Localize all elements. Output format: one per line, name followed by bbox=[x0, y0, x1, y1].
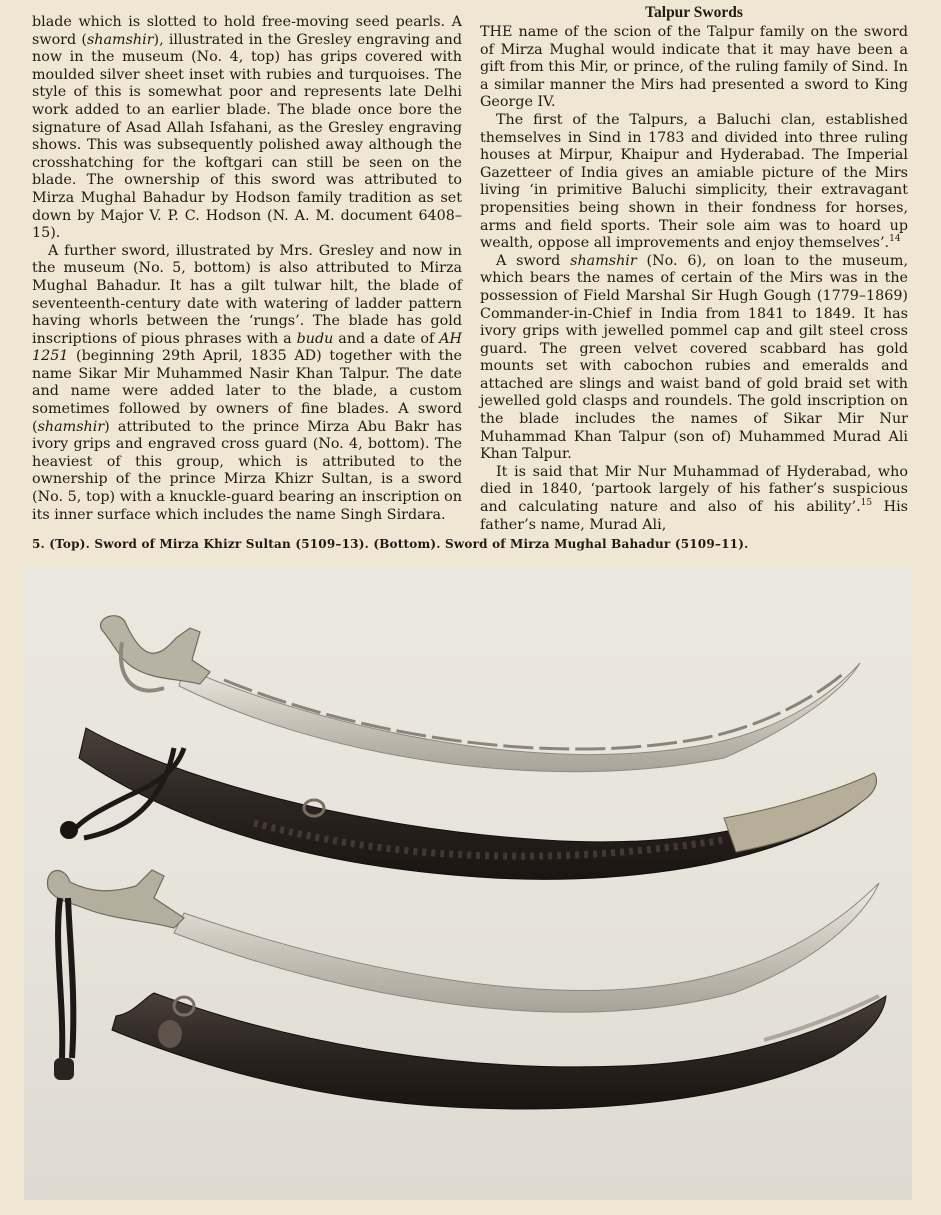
scabbard-2-body bbox=[112, 993, 886, 1109]
sword-1-top bbox=[100, 616, 860, 772]
sword-2-blade bbox=[174, 883, 879, 1012]
right-paragraph-2: The first of the Talpurs, a Baluchi clan, established themselves in Sind in 1783 and divided into three ruling houses at Mirpur, Khaipur and Hyderabad. The Imperial Gazetteer of India gives an amiable picture of the Mirs living ‘in primitive Baluchi simplicity, their extravagant propensities being shown in their fondness for horses, arms and field sports. Their sole aim was to hoard up wealth, oppose all improvements and enjoy themselves’.$^{14}$ bbox=[480, 111, 908, 252]
scabbard-2 bbox=[112, 993, 886, 1109]
swords-illustration bbox=[24, 568, 912, 1200]
left-text-column bbox=[32, 14, 462, 524]
scabbard-2-locket bbox=[158, 1020, 182, 1048]
figure-caption: 5. (Top). Sword of Mirza Khizr Sultan (5109–13). (Bottom). Sword of Mirza Mughal Bahadur (5109–11). bbox=[32, 537, 749, 551]
right-text-column bbox=[480, 24, 908, 534]
right-paragraph-1: THE name of the scion of the Talpur family on the sword of Mirza Mughal would indicate that it may have been a gift from this Mir, or prince, of the ruling family of Sind. In a similar manner the Mirs had presented a sword to King George IV. bbox=[480, 24, 908, 111]
left-paragraph-2: A further sword, illustrated by Mrs. Gresley and now in the museum (No. 5, bottom) is also attributed to Mirza Mughal Bahadur. It has a gilt tulwar hilt, the blade of seventeenth-century date with watering of ladder pattern having whorls between the ‘rungs’. The blade has gold inscriptions of pious phrases with a budu and a date of AH 1251 (beginning 29th April, 1835 AD) together with the name Sikar Mir Muhammed Nasir Khan Talpur. The date and name were added later to the blade, a custom sometimes followed by owners of fine blades. A sword (shamshir) attributed to the prince Mirza Abu Bakr has ivory grips and engraved cross guard (No. 4, bottom). The heaviest of this group, which is attributed to the ownership of the prince Mirza Khizr Sultan, is a sword (No. 5, top) with a knuckle-guard bearing an inscription on its inner surface which includes the name Singh Sirdara. bbox=[32, 242, 462, 523]
sword-1-hilt bbox=[100, 616, 210, 684]
sword-2-cord bbox=[58, 898, 73, 1058]
sword-photograph bbox=[24, 568, 912, 1200]
section-heading: Talpur Swords bbox=[645, 4, 743, 21]
sword-2-tassel bbox=[54, 1058, 74, 1080]
right-paragraph-3: A sword shamshir (No. 6), on loan to the museum, which bears the names of certain of the Mirs was in the possession of Field Marshal Sir Hugh Gough (1779–1869) Commander-in-Chief in India from 1841 to 1849. It has ivory grips with jewelled pommel cap and gilt steel cross guard. The green velvet covered scabbard has gold mounts set with cabochon rubies and emeralds and attached are slings and waist band of gold braid set with jewelled gold clasps and roundels. The gold inscription on the blade includes the names of Sikar Mir Nur Muhammad Khan Talpur (son of) Muhammed Murad Ali Khan Talpur. bbox=[480, 252, 908, 463]
sword-1-blade bbox=[179, 663, 860, 772]
scabbard-1-tassel bbox=[60, 821, 78, 839]
right-paragraph-4: It is said that Mir Nur Muhammad of Hyderabad, who died in 1840, ‘partook largely of his father’s suspicious and calculating nature and also of his ability’.$^{15}$ His father’s name, Murad Ali, bbox=[480, 463, 908, 533]
left-paragraph-1: blade which is slotted to hold free-moving seed pearls. A sword (shamshir), illustrated in the Gresley engraving and now in the museum (No. 4, top) has grips covered with moulded silver sheet inset with rubies and turquoises. The style of this is somewhat poor and represents late Delhi work added to an earlier blade. The blade once bore the signature of Asad Allah Isfahani, as the Gresley engraving shows. This was subsequently polished away although the crosshatching for the koftgari can still be seen on the blade. The ownership of this sword was attributed to Mirza Mughal Bahadur by Hodson family tradition as set down by Major V. P. C. Hodson (N. A. M. document 6408–15). bbox=[32, 14, 462, 242]
scabbard-1-chape bbox=[724, 773, 876, 852]
